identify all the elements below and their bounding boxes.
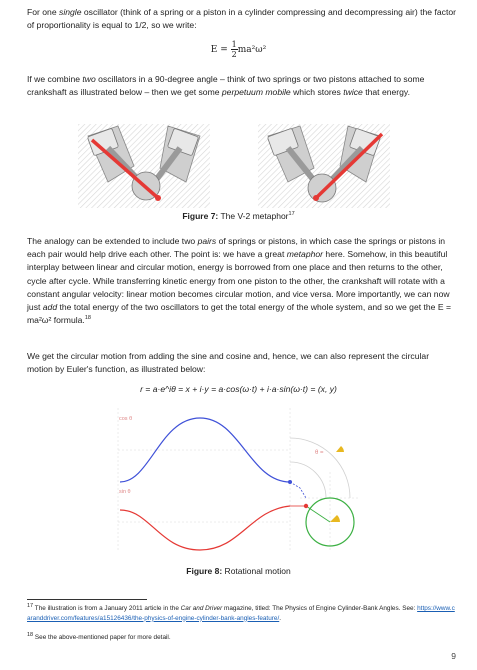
footnote-ref: 18: [84, 315, 91, 322]
footnote-link[interactable]: https://www.caranddriver.com/features/a15126436/the-physics-of-engine-cylinder-bank-angles-feature/: [27, 605, 455, 622]
caption-label: Figure 7:: [182, 211, 219, 221]
footnote-17: [27, 604, 457, 623]
text: For one: [27, 7, 60, 17]
text: We get the circular motion from adding the sine and cosine and, hence, we can also represent the circular motion by Euler's function, as illustrated below:: [27, 351, 430, 375]
text: If we combine: [27, 74, 83, 84]
connector-arc-inner: [290, 462, 326, 498]
figure-7-caption: [0, 211, 477, 221]
point-red: [304, 504, 308, 508]
emphasis: twice: [343, 87, 363, 98]
footnote-number: 17: [27, 602, 34, 609]
emphasis: single: [59, 7, 82, 17]
text: which stores: [290, 87, 344, 98]
text: The illustration is from a January 2011 article in the: [33, 605, 181, 612]
caption-title: The V-2 metaphor: [218, 211, 289, 221]
text: of springs or pistons, in which case the springs or pistons in each pair would help drive each other. The point is: we have a great: [27, 236, 446, 260]
theta-legend-wedge: [336, 446, 344, 452]
engine-right: [258, 124, 390, 208]
emphasis: pairs: [197, 236, 217, 246]
figure-8-illustration: [0, 402, 477, 562]
paragraph-analogy: [27, 235, 457, 327]
footnote-number: 18: [27, 631, 34, 638]
formula-rhs: ma²ω²: [237, 45, 267, 55]
grid: [118, 408, 360, 552]
cosine-wave: [120, 418, 290, 482]
emphasis: metaphor: [286, 249, 324, 260]
fraction-denominator: 2: [231, 50, 237, 59]
emphasis: perpetuum mobile: [221, 87, 291, 98]
point-blue: [288, 480, 292, 484]
emphasis: two: [82, 74, 96, 84]
caption-title: Rotational motion: [222, 566, 291, 576]
figure-7-illustration: [0, 118, 477, 210]
paragraph-circular-motion: [27, 350, 457, 376]
text: See the above-mentioned paper for more detail.: [33, 634, 171, 641]
caption-label: Figure 8:: [186, 566, 223, 576]
euler-formula: r = a·e^iθ = x + i·y = a·cos(ω·t) + i·a·sin(ω·t) = (x, y): [140, 384, 337, 394]
footnote-ref: 17: [288, 211, 295, 218]
emphasis: add: [42, 302, 58, 313]
paragraph-two-oscillators: [27, 73, 457, 99]
text: The analogy can be extended to include two: [27, 236, 198, 246]
engine-left: [78, 124, 210, 208]
fraction: [231, 40, 238, 59]
emphasis: Car and Driver: [180, 605, 223, 612]
text: that energy.: [362, 87, 410, 98]
text: .: [279, 614, 281, 622]
footnote-separator: [27, 599, 147, 600]
paragraph-single-oscillator: [27, 6, 457, 32]
cos-label: cos θ: [119, 416, 133, 422]
text: oscillators in a 90-degree angle – think of two springs or two pistons attached to some crankshaft as illustrated below – then we get some: [27, 74, 425, 98]
formula-lhs: E =: [210, 45, 231, 55]
text: oscillator (think of a spring or a piston in a cylinder compressing and decompressing air) the factor of proportionality is equal to 1/2, so we write:: [27, 7, 456, 31]
figure-8-caption: [0, 566, 477, 576]
sin-label: sin θ: [119, 489, 131, 495]
footnote-18: [27, 633, 457, 643]
text: here. Somehow, in this beautiful interplay between linear and circular motion, energy is borrowed from one place and then returns to the other, cycle after cycle. While transferring kinetic energy from one piston to the other, the crankshaft will rotate with a constant angular velocity: linear motion becomes circular motion, and vice versa. More importantly, we can now just: [27, 249, 450, 313]
blue-connector: [290, 482, 306, 498]
text: magazine, titled: The Physics of Engine Cylinder-Bank Angles. See:: [222, 605, 418, 612]
text: the total energy of the two oscillators to get the total energy of the whole system, and so we get the E = ma²ω² formula.: [27, 302, 451, 326]
angle-wedge: [330, 515, 340, 522]
page-number: 9: [451, 651, 456, 661]
sine-wave: [120, 506, 290, 550]
theta-label: θ =: [315, 450, 324, 456]
radius-line: [306, 506, 330, 522]
energy-formula: [0, 40, 477, 59]
fraction-numerator: 1: [231, 40, 237, 49]
